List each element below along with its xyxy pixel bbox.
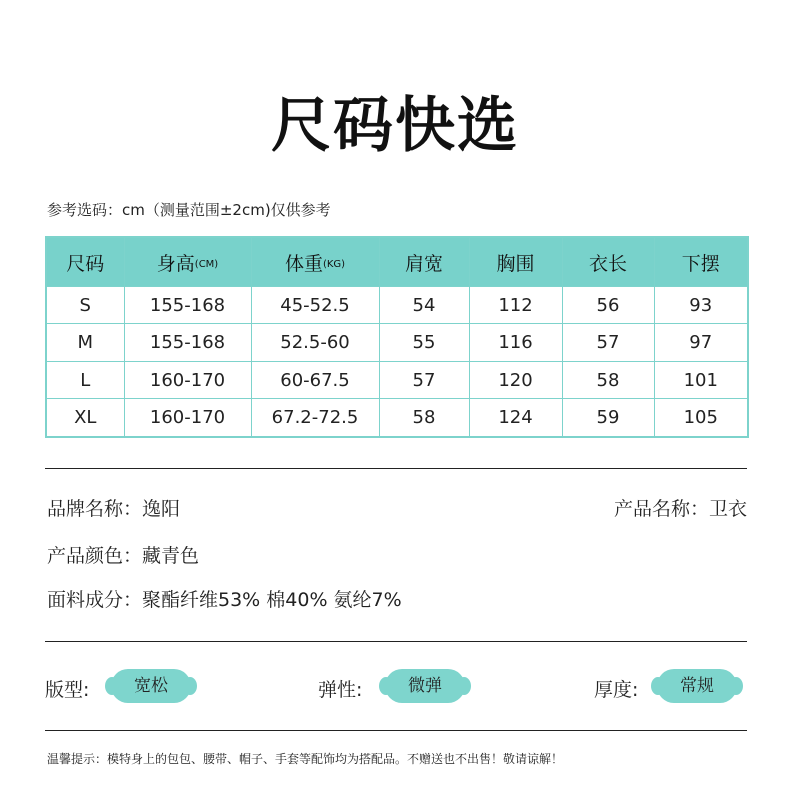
header-hem: 下摆 [654, 237, 748, 287]
table-cell: 57 [379, 361, 469, 398]
table-cell: 55 [379, 324, 469, 361]
table-cell: 124 [469, 399, 562, 437]
thickness-label: 厚度: [594, 679, 639, 701]
header-length: 衣长 [562, 237, 654, 287]
table-row [46, 399, 748, 437]
divider [45, 468, 747, 469]
header-size: 尺码 [46, 237, 124, 287]
divider [45, 641, 747, 642]
table-cell: S [46, 287, 124, 324]
table-cell: 54 [379, 287, 469, 324]
table-cell: 45-52.5 [251, 287, 379, 324]
table-cell: 59 [562, 399, 654, 437]
header-chest: 胸围 [469, 237, 562, 287]
reference-note: 参考选码：cm（测量范围±2cm)仅供参考 [47, 201, 331, 219]
size-table [45, 236, 749, 438]
table-cell: 101 [654, 361, 748, 398]
table-cell: 57 [562, 324, 654, 361]
header-height-unit: (CM) [194, 258, 219, 270]
table-cell: 97 [654, 324, 748, 361]
header-shoulder: 肩宽 [379, 237, 469, 287]
brand-name: 品牌名称：逸阳 [47, 498, 181, 520]
fit-label: 版型: [45, 679, 90, 701]
header-weight-unit: (KG) [322, 258, 346, 270]
elastic-label: 弹性: [318, 679, 363, 701]
header-weight: 体重(KG) [251, 237, 379, 287]
table-cell: 155-168 [124, 324, 251, 361]
table-row [46, 361, 748, 398]
table-cell: 60-67.5 [251, 361, 379, 398]
divider [45, 730, 747, 731]
thickness-badge: 常规 [657, 669, 737, 703]
table-cell: 67.2-72.5 [251, 399, 379, 437]
table-cell: 112 [469, 287, 562, 324]
page-title: 尺码快选 [271, 91, 519, 161]
table-row [46, 287, 748, 324]
footer-note: 温馨提示：模特身上的包包、腰带、帽子、手套等配饰均为搭配品。不赠送也不出售！敬请谅解！ [47, 752, 564, 766]
product-color: 产品颜色：藏青色 [47, 545, 200, 567]
table-cell: 93 [654, 287, 748, 324]
table-cell: 58 [562, 361, 654, 398]
header-height: 身高(CM) [124, 237, 251, 287]
table-cell: 52.5-60 [251, 324, 379, 361]
material-composition: 面料成分：聚酯纤维53% 棉40% 氨纶7% [47, 589, 402, 611]
table-cell: XL [46, 399, 124, 437]
product-name: 产品名称：卫衣 [613, 498, 747, 520]
table-cell: M [46, 324, 124, 361]
table-cell: 116 [469, 324, 562, 361]
table-cell: 120 [469, 361, 562, 398]
table-header-row [46, 237, 748, 287]
table-cell: L [46, 361, 124, 398]
table-cell: 58 [379, 399, 469, 437]
table-cell: 160-170 [124, 399, 251, 437]
table-cell: 160-170 [124, 361, 251, 398]
fit-badge: 宽松 [111, 669, 191, 703]
table-cell: 56 [562, 287, 654, 324]
table-cell: 155-168 [124, 287, 251, 324]
elastic-badge: 微弹 [385, 669, 465, 703]
table-cell: 105 [654, 399, 748, 437]
table-row [46, 324, 748, 361]
